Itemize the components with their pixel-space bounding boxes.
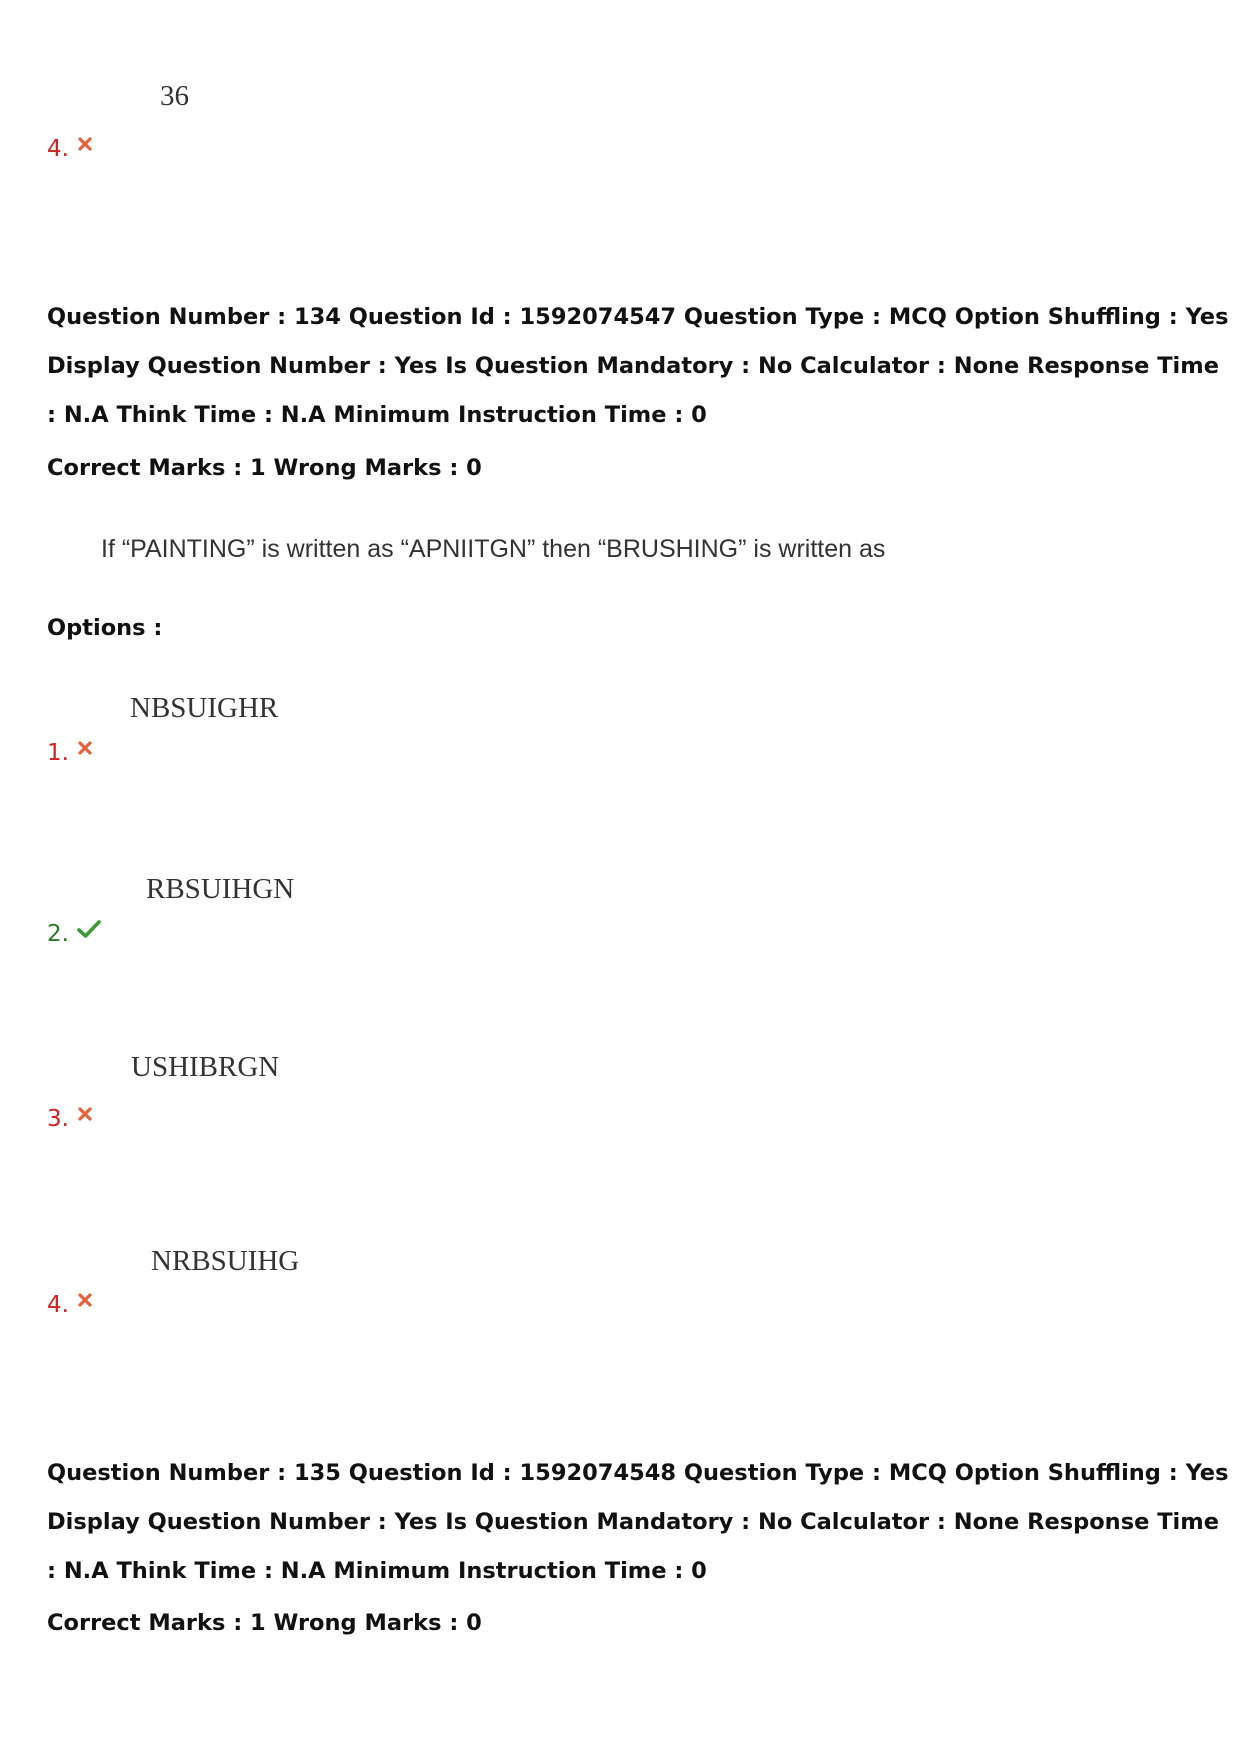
question-text-image: If “PAINTING” is written as “APNIITGN” then “BRUSHING” is written as [101,535,886,563]
option-number-label: 4. [47,136,69,162]
option-image-text: RBSUIHGN [146,873,295,905]
option-image-text: 36 [160,80,189,112]
option-image-text: USHIBRGN [131,1051,280,1083]
marks-line: Correct Marks : 1 Wrong Marks : 0 [47,1610,482,1636]
question-meta-134 [47,293,1228,440]
cross-icon [77,1104,93,1127]
question-meta-line: Question Number : 134 Question Id : 1592074547 Question Type : MCQ Option Shuffling : Yes [47,304,1229,330]
check-icon [77,919,101,944]
options-label: Options : [47,615,163,641]
question-meta-line: Display Question Number : Yes Is Question Mandatory : No Calculator : None Response Time [47,353,1219,379]
option-image-text: NRBSUIHG [151,1245,300,1277]
question-meta-line: : N.A Think Time : N.A Minimum Instruction Time : 0 [47,402,707,428]
cross-icon [77,134,93,157]
option-number [47,1294,93,1317]
option-number-label: 3. [47,1106,69,1132]
question-meta-135 [47,1449,1228,1596]
cross-icon [77,738,93,761]
cross-icon [77,1290,93,1313]
option-image-text: NBSUIGHR [130,692,279,724]
question-meta-line: Question Number : 135 Question Id : 1592074548 Question Type : MCQ Option Shuffling : Yes [47,1460,1229,1486]
question-meta-line: : N.A Think Time : N.A Minimum Instruction Time : 0 [47,1558,707,1584]
option-number [47,138,93,161]
option-number-label: 4. [47,1292,69,1318]
marks-line: Correct Marks : 1 Wrong Marks : 0 [47,455,482,481]
option-number-label: 1. [47,740,69,766]
option-number-label: 2. [47,921,69,947]
question-meta-line: Display Question Number : Yes Is Question Mandatory : No Calculator : None Response Time [47,1509,1219,1535]
option-number [47,1108,93,1131]
option-number [47,923,101,946]
option-number [47,742,93,765]
